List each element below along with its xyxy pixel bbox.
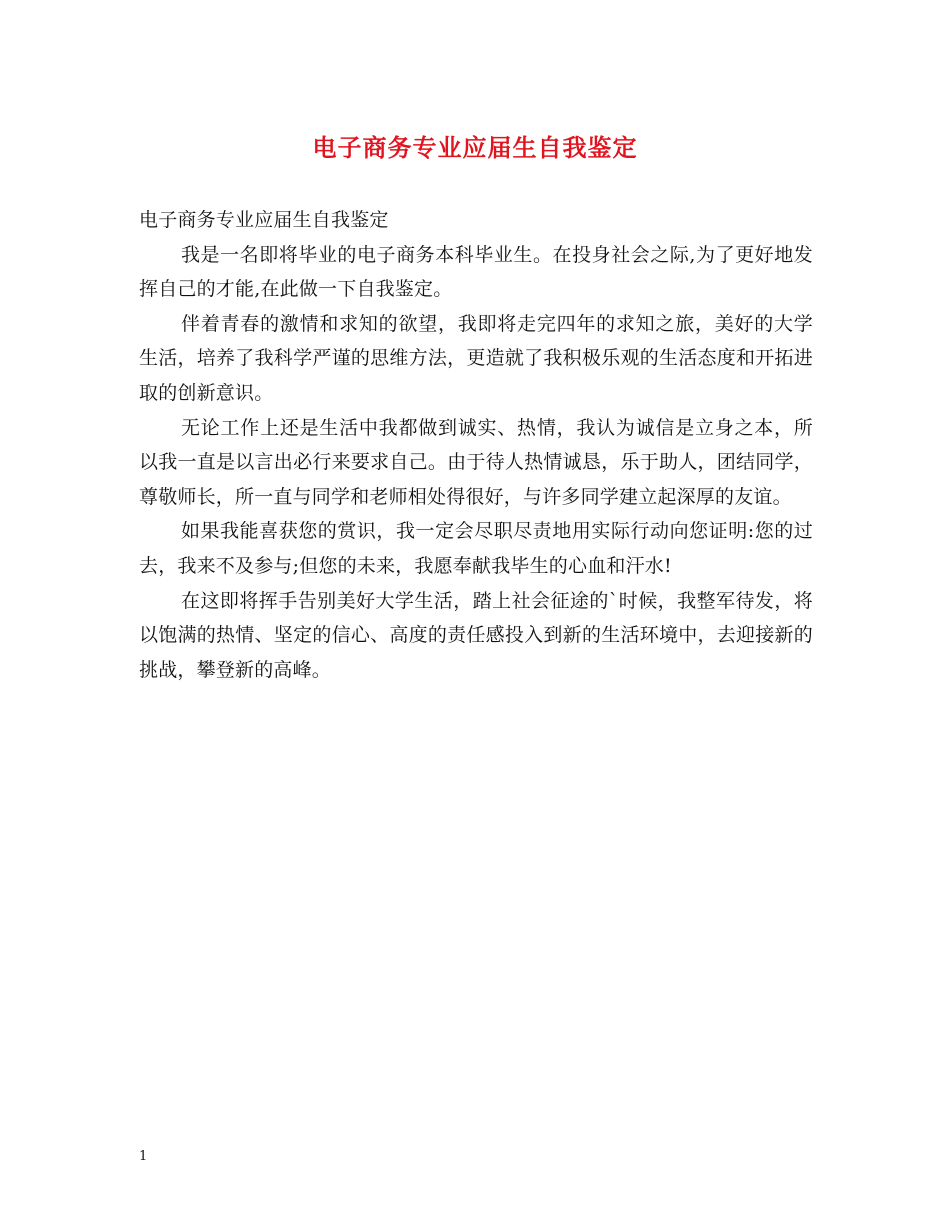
page-number: 1 (139, 1149, 148, 1164)
document-title: 电子商务专业应届生自我鉴定 (312, 134, 638, 162)
paragraph-conclusion: 在这即将挥手告别美好大学生活，踏上社会征途的`时候，我整军待发，将以饱满的热情、坚定的信心、高度的责任感投入到新的生活环境中，去迎接新的挑战，攀登新的高峰。 (139, 589, 813, 681)
paragraph-character: 无论工作上还是生活中我都做到诚实、热情，我认为诚信是立身之本，所以我一直是以言出必行来要求自己。由于待人热情诚恳，乐于助人，团结同学，尊敬师长，所一直与同学和老师相处得很好，与许多同学建立起深厚的友谊。 (139, 416, 813, 508)
document-subtitle: 电子商务专业应届生自我鉴定 (139, 209, 389, 231)
paragraph-commitment: 如果我能喜获您的赏识，我一定会尽职尽责地用实际行动向您证明:您的过去，我来不及参与;但您的未来，我愿奉献我毕生的心血和汗水! (139, 520, 813, 577)
paragraph-intro: 我是一名即将毕业的电子商务本科毕业生。在投身社会之际,为了更好地发挥自己的才能,在此做一下自我鉴定。 (139, 243, 813, 301)
paragraph-university-life: 伴着青春的激情和求知的欲望，我即将走完四年的求知之旅，美好的大学生活，培养了我科学严谨的思维方法，更造就了我积极乐观的生活态度和开拓进取的创新意识。 (139, 312, 813, 404)
document-body (139, 203, 813, 687)
